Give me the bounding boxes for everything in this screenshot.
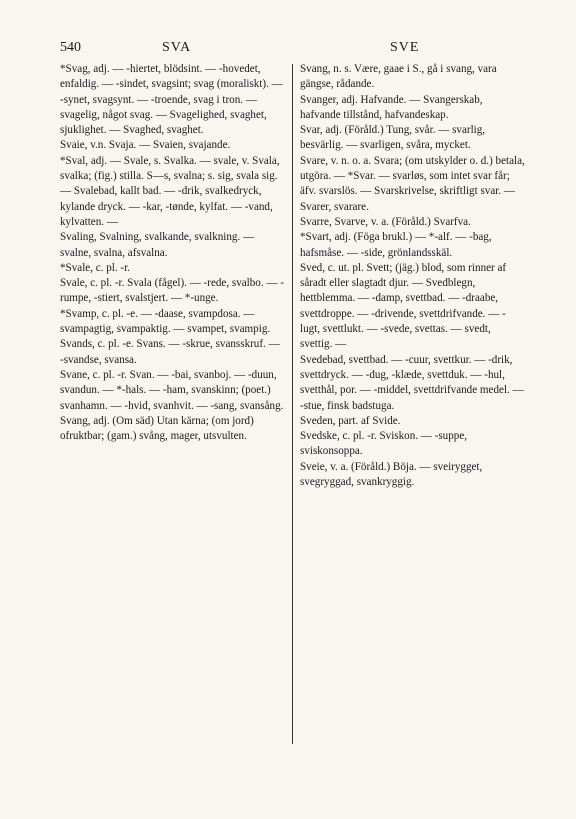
dictionary-entry: Svane, c. pl. -r. Svan. — -bai, svanboj. — -duun, svandun. — *-hals. — -ham, svanskinn; (poet.) svanhamn. — -hvid, svanhvit. — -sang, svansång. — [60, 368, 284, 412]
dictionary-entry: Svang, n. s. Være, gaae i S., gå i svang, vara gängse, rådande. — [300, 63, 497, 91]
dictionary-entry: Svang, adj. (Om säd) Utan kärna; (om jord) ofruktbar; (gam.) svång, mager, utsvulten. — [60, 414, 254, 443]
column-divider — [292, 64, 293, 744]
dictionary-page — [60, 40, 530, 489]
dictionary-entry: Svar, adj. (Föråld.) Tung, svår. — svarlig, besvärlig. — svarligen, svåra, mycket. — [300, 124, 486, 152]
dictionary-entry: Sved, c. ut. pl. Svett; (jäg.) blod, som rinner af såradt eller slagtadt djur. — Svedblegn, hettblemma. — -damp, svettbad. — -draabe, svettdroppe. — -drivende, svettdrifvande. — -lugt, svettlukt. — -svede, svettas. — svedt, svettig. — — [300, 261, 507, 351]
dictionary-entry: Svaie, v.n. Svaja. — Svaien, svajande. — [60, 139, 231, 152]
dictionary-entry: Sveden, part. af Svide. — [300, 414, 401, 427]
dictionary-entry: *Sval, adj. — Svale, s. Svalka. — svale, v. Svala, svalka; (fig.) stilla. S—s, svalna; s. sig, svala sig. — Svalebad, kallt bad. — -drik, svalkedryck, kylande dryck. — -kar, -tønde, kylfat. — -vand, kylvatten. — — [60, 154, 280, 228]
dictionary-entry: Svarre, Svarve, v. a. (Föråld.) Svarfva. — [300, 215, 471, 228]
dictionary-entry: *Svart, adj. (Föga brukl.) — *-alf. — -bag, hafsmåse. — -side, grönlandsskäl. — [300, 231, 492, 259]
right-column — [300, 62, 525, 490]
dictionary-entry: Svedske, c. pl. -r. Sviskon. — -suppe, sviskonsoppa. — [300, 430, 468, 458]
page-header — [60, 40, 530, 62]
dictionary-entry: Svands, c. pl. -e. Svans. — -skrue, svansskruf. — -svandse, svansa. — [60, 338, 280, 366]
right-guide-word: SVE — [390, 40, 420, 55]
left-guide-word: SVA — [162, 40, 192, 55]
dictionary-entry: Svanger, adj. Hafvande. — Svangerskab, hafvande tillstånd, hafvandeskap. — [300, 93, 483, 121]
dictionary-entry: *Svag, adj. — -hiertet, blödsint. — -hovedet, enfaldig. — -sindet, svagsint; svag (moraliskt). — -synet, svagsynt. — -troende, svag i tron. — — [60, 63, 283, 106]
page-number: 540 — [60, 40, 81, 55]
dictionary-entry: *Svamp, c. pl. -e. — -daase, svampdosa. — svampagtig, svampaktig. — svampet, svampig. — [60, 307, 271, 336]
dictionary-entry: svagelig, något svag. — Svagelighed, svaghet, sjuklighet. — Svaghed, svaghet. — [60, 108, 267, 137]
dictionary-entry: Svedebad, svettbad. — -cuur, svettkur. — -drik, svettdryck. — -dug, -klæde, svettduk. — -hul, svetthål, por. — -middel, svettdrifvande medel. — -stue, finsk badstuga. — [300, 353, 524, 412]
dictionary-entry: *Svale, c. pl. -r. — [60, 261, 130, 274]
dictionary-entry: Svaling, Svalning, svalkande, svalkning. — svalne, svalna, afsvalna. — [60, 231, 255, 259]
dictionary-entry: Sveie, v. a. (Föråld.) Böja. — sveirygget, svegryggad, svankryggig. — [300, 460, 483, 489]
dictionary-entry: Svale, c. pl. -r. Svala (fågel). — -rede, svalbo. — -rumpe, -stiert, svalstjert. — *-unge. — [60, 277, 284, 305]
left-column — [60, 62, 285, 444]
dictionary-entry: Svare, v. n. o. a. Svara; (om utskylder o. d.) betala, utgöra. — *Svar. — svarløs, som intet svar får; äfv. svarslös. — Svarskrivelse, skriftligt svar. — Svarer, svarare. — [300, 154, 525, 213]
